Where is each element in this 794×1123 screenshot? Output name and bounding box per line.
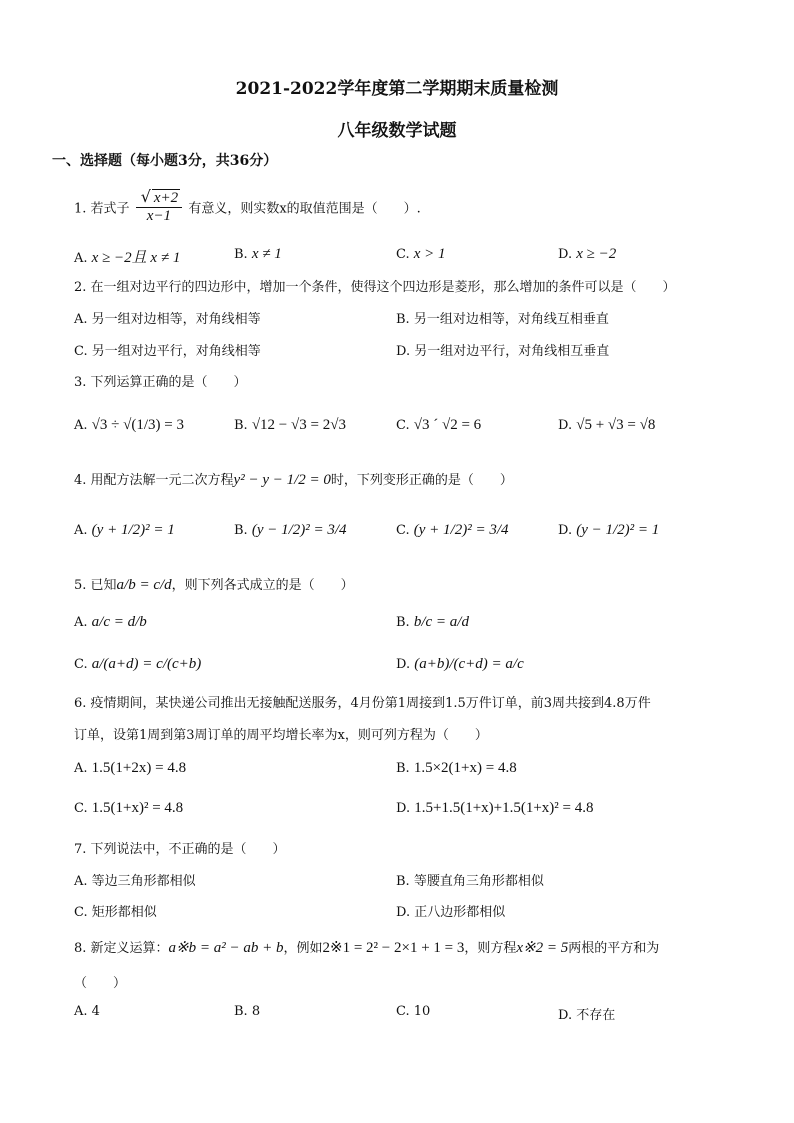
q4-d-label: D. [558,523,573,538]
q4-option-c [396,522,509,539]
q4-c-label: C. [396,523,410,538]
q1-fraction: $\frac{√ x+2}{x-1}$ [136,188,182,226]
q8-definition: a※b = a² − ab + b [168,940,284,956]
q5-d-label: D. [396,657,411,672]
q5-a-text: a/c = d/b [91,614,147,630]
q5-option-c [74,656,201,673]
q4-suffix: 时，下列变形正确的是（ ） [330,473,513,488]
q1-den: x−1 [146,208,172,225]
q6-a-text: 1.5(1+2x) = 4.8 [91,760,187,776]
q3-a-label: A. [74,418,88,433]
q4-option-b [234,522,347,539]
q7-option-a: A. 等边三角形都相似 [74,874,196,889]
q6-option-c [74,800,183,817]
q4-d-text: (y − 1/2)² = 1 [576,522,660,538]
q2-option-b: B. 另一组对边相等，对角线互相垂直 [396,312,609,327]
exam-subtitle: 八年级数学试题 [337,121,457,141]
q1-d-label: D. [558,247,573,262]
q4-b-label: B. [234,523,248,538]
q6-d-label: D. [396,801,411,816]
q3-b-label: B. [234,418,248,433]
question-5 [74,574,354,594]
section-heading: 一、选择题（每小题3分，共36分） [52,153,278,169]
q3-d-text: √5 + √3 = √8 [576,417,656,433]
q1-c-text: x > 1 [413,246,446,262]
q5-option-d [396,656,524,673]
q8-mid: ，例如 [283,941,323,956]
q4-b-text: (y − 1/2)² = 3/4 [251,522,347,538]
q6-c-label: C. [74,801,88,816]
q6-a-label: A. [74,761,88,776]
q4-prefix: 4. 用配方法解一元二次方程 [74,473,234,488]
q5-c-label: C. [74,657,88,672]
q3-option-a [74,417,184,434]
q5-c-text: a/(a+d) = c/(c+b) [91,656,202,672]
q5-suffix: ，则下列各式成立的是（ ） [171,578,354,593]
q3-stem: 3. 下列运算正确的是（ ） [74,375,247,390]
q5-equation: a/b = c/d [116,577,172,593]
q5-a-label: A. [74,615,88,630]
q3-d-label: D. [558,418,573,433]
q5-option-b [396,614,469,631]
q8-after: ，则方程 [464,941,517,956]
q2-option-d: D. 另一组对边平行，对角线相互垂直 [396,344,610,359]
q6-d-text: 1.5+1.5(1+x)+1.5(1+x)² = 4.8 [414,800,594,816]
q6-line-1: 6. 疫情期间，某快递公司推出无接触配送服务，4月份第1周接到1.5万件订单，前3周共接到4.8万件 [74,696,651,711]
q5-b-label: B. [396,615,410,630]
q6-b-text: 1.5×2(1+x) = 4.8 [413,760,517,776]
q7-stem: 7. 下列说法中，不正确的是（ ） [74,842,286,857]
q8-option-a: A. 4 [74,1004,100,1019]
q3-option-d [558,417,655,434]
q2-option-c: C. 另一组对边平行，对角线相等 [74,344,261,359]
q6-option-d [396,800,594,817]
q5-prefix: 5. 已知 [74,578,117,593]
q8-prefix: 8. 新定义运算： [74,941,169,956]
q1-c-label: C. [396,247,410,262]
q3-option-b [234,417,346,434]
q4-equation: y² − y − 1/2 = 0 [233,472,331,488]
q7-option-b: B. 等腰直角三角形都相似 [396,874,544,889]
q1-prefix: 1. 若式子 [74,201,130,217]
q4-option-d [558,522,659,539]
q1-d-text: x ≥ −2 [576,246,617,262]
q1-a-label: A. [74,251,88,266]
q1-b-text: x ≠ 1 [251,246,282,262]
q7-option-c: C. 矩形都相似 [74,905,157,920]
q1-suffix: 有意义，则实数x的取值范围是（ ）. [188,201,421,217]
q3-c-label: C. [396,418,410,433]
q1-option-d [558,246,616,263]
q8-equation: x※2 = 5 [516,940,569,956]
q2-stem: 2. 在一组对边平行的四边形中，增加一个条件，使得这个四边形是菱形，那么增加的条件可以是（ ） [74,280,676,295]
q6-line-2: 订单，设第1周到第3周订单的周平均增长率为x，则可列方程为（ ） [74,728,488,743]
q6-c-text: 1.5(1+x)² = 4.8 [91,800,184,816]
q1-option-b [234,246,282,263]
q6-b-label: B. [396,761,410,776]
q8-example: 2※1 = 2² − 2×1 + 1 = 3 [322,940,465,956]
q4-a-text: (y + 1/2)² = 1 [91,522,175,538]
question-1 [74,188,421,226]
q5-d-text: (a+b)/(c+d) = a/c [414,656,524,672]
q3-b-text: √12 − √3 = 2√3 [251,417,346,433]
q8-option-c: C. 10 [396,1004,431,1019]
q4-a-label: A. [74,523,88,538]
q1-num: x+2 [153,190,179,206]
q1-option-a [74,246,180,267]
q2-option-a: A. 另一组对边相等，对角线相等 [74,312,261,327]
q5-option-a [74,614,147,631]
q7-option-d: D. 正八边形都相似 [396,905,506,920]
q8-option-b: B. 8 [234,1004,261,1019]
question-4 [74,469,513,489]
q8-paren: （ ） [74,976,127,991]
q5-b-text: b/c = a/d [413,614,469,630]
q4-option-a [74,522,175,539]
exam-title: 2021-2022学年度第二学期期末质量检测 [235,79,559,99]
q1-b-label: B. [234,247,248,262]
q3-c-text: √3 ´ √2 = 6 [413,417,482,433]
q6-option-a [74,760,186,777]
q8-suffix: 两根的平方和为 [568,941,660,956]
q8-option-d: D. 不存在 [558,1008,616,1023]
q3-a-text: √3 ÷ √(1/3) = 3 [91,417,184,433]
q1-a-text: x ≥ −2且 x ≠ 1 [91,250,181,266]
question-8 [74,937,659,957]
q1-option-c [396,246,446,263]
q4-c-text: (y + 1/2)² = 3/4 [413,522,509,538]
q6-option-b [396,760,517,777]
q3-option-c [396,417,481,434]
